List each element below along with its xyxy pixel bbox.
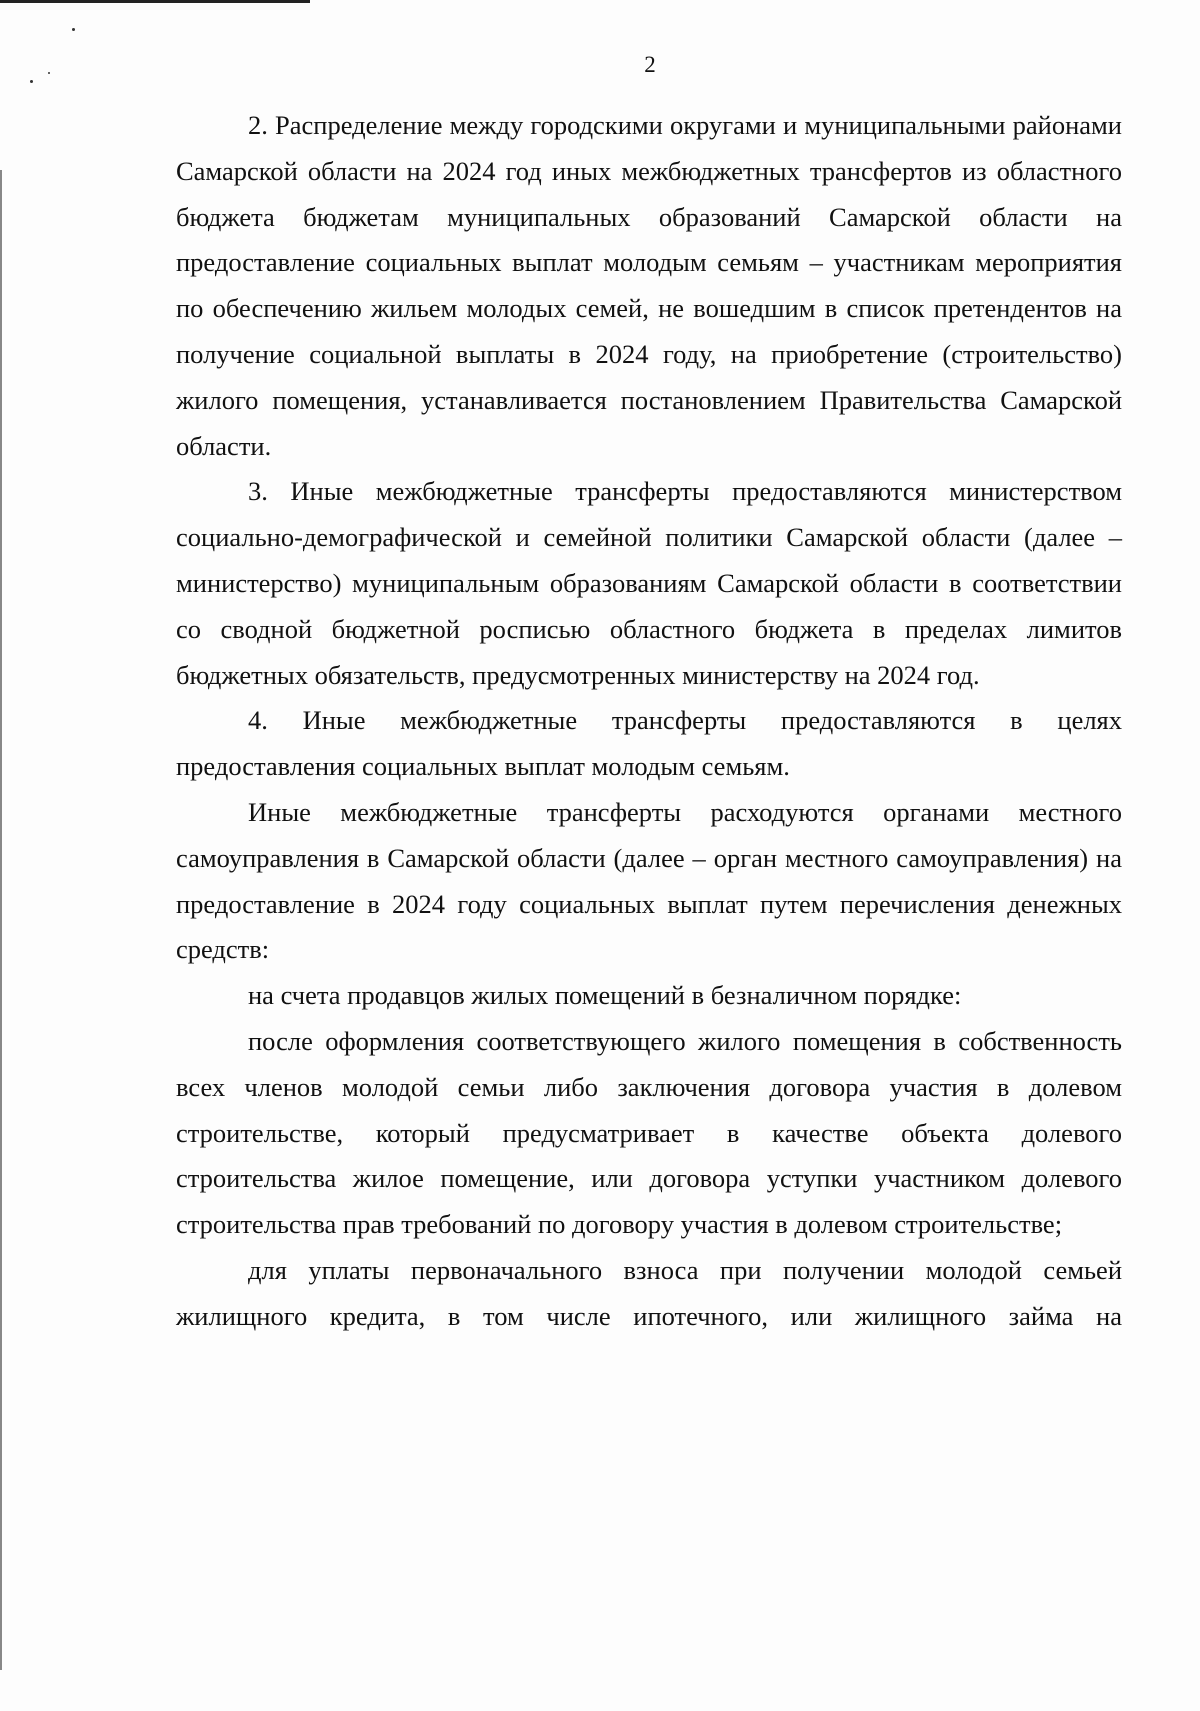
scan-speck xyxy=(30,80,33,83)
paragraph-after-registration: после оформления соответствующего жилого помещения в собственность всех членов молодой семьи либо заключения договора участия в долевом строительстве, который предусматривает в качестве объекта долевого строительства жилое помещение, или договора уступки участником долевого строительства прав требований по договору участия в долевом строительстве; xyxy=(176,1025,1122,1240)
paragraph-sellers-accounts: на счета продавцов жилых помещений в безналичном порядке: xyxy=(248,980,962,1011)
document-body xyxy=(176,103,1122,1340)
page-number: 2 xyxy=(644,52,656,77)
paragraph-2: 2. Распределение между городскими округами и муниципальными районами Самарской области на 2024 год иных межбюджетных трансфертов из областного бюджета бюджетам муниципальных образований Самарской области на предоставление социальных выплат молодым семьям – участникам мероприятия по обеспечению жильем молодых семей, не вошедшим в список претендентов на получение социальной выплаты в 2024 году, на приобретение (строительство) жилого помещения, устанавливается постановлением Правительства Самарской области. xyxy=(176,110,1122,461)
scan-speck xyxy=(72,28,75,31)
paragraph-3: 3. Иные межбюджетные трансферты предоставляются министерством социально-демографической и семейной политики Самарской области (далее – министерство) муниципальным образованиям Самарской области в соответствии со сводной бюджетной росписью областного бюджета в пределах лимитов бюджетных обязательств, предусмотренных министерству на 2024 год. xyxy=(176,476,1122,690)
paragraph-4: 4. Иные межбюджетные трансферты предоставляются в целях предоставления социальных выплат молодым семьям. xyxy=(176,705,1122,782)
paragraph-transfers-usage: Иные межбюджетные трансферты расходуются органами местного самоуправления в Самарской области (далее – орган местного самоуправления) на предоставление в 2024 году социальных выплат путем перечисления денежных средств: xyxy=(176,796,1122,965)
paragraph-initial-payment: для уплаты первоначального взноса при получении молодой семьей жилищного кредита, в том числе ипотечного, или жилищного займа на xyxy=(176,1254,1122,1331)
scan-edge-top xyxy=(0,0,310,3)
scan-edge-left xyxy=(0,170,2,1670)
